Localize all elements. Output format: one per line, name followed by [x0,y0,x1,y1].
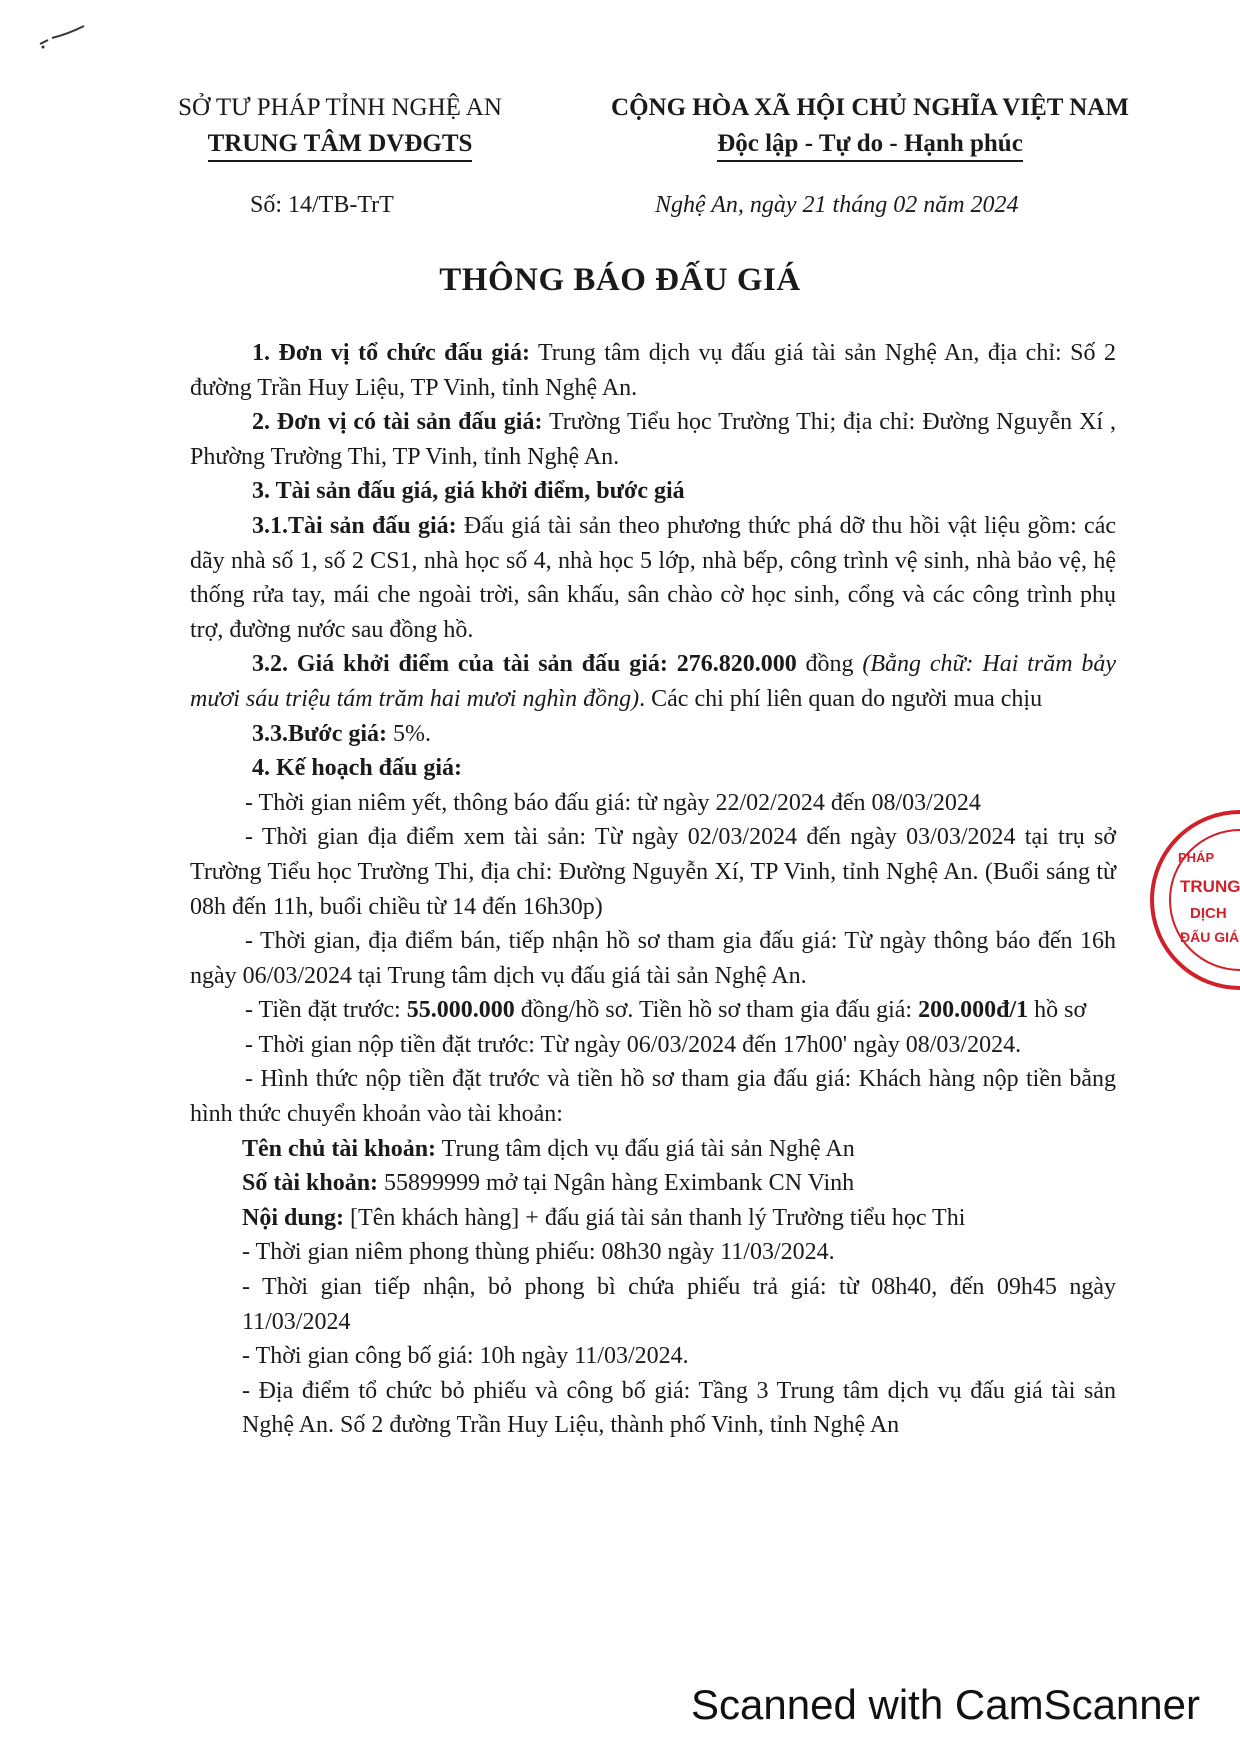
account-name: Trung tâm dịch vụ đấu giá tài sản Nghệ An [436,1135,855,1162]
pen-mark [38,22,98,52]
reference-number: Số: 14/TB-TrT [250,192,394,218]
dossier-suffix: hồ sơ [1028,997,1087,1024]
account-number-line [190,1166,1116,1201]
section-1-label: 1. Đơn vị tổ chức đấu giá: [252,340,530,366]
account-name-label: Tên chủ tài khoản: [242,1135,437,1162]
plan-item: - Hình thức nộp tiền đặt trước và tiền hồ sơ tham gia đấu giá: Khách hàng nộp tiền bằng hình thức chuyển khoản vào tài khoản: [190,1066,1116,1128]
account-number-label: Số tài khoản: [242,1170,379,1197]
section-3-2-label: 3.2. Giá khởi điểm của tài sản đấu giá: 276.820.000 [252,651,797,678]
section-3-1 [190,509,1116,647]
section-3-label: 3. Tài sản đấu giá, giá khởi điểm, bước giá [252,478,685,505]
account-number: 55899999 mở tại Ngân hàng Eximbank CN Vinh [378,1170,855,1197]
section-3-1-text: Đấu giá tài sản theo phương thức phá dỡ thu hồi vật liệu gồm: các dãy nhà số 1, số 2 CS1, nhà học số 4, nhà học 5 lớp, nhà bếp, công trình vệ sinh, nhà bảo vệ, hệ thống rửa tay, mái che ngoài trời, sân khấu, sân chào cờ học sinh, cổng và các công trình phụ trợ, đường nước sau đồng hồ. [190,512,1117,643]
section-1 [190,336,1116,405]
scanner-watermark: Scanned with CamScanner [691,1681,1200,1728]
dossier-fee: 200.000đ/1 [918,997,1029,1024]
seal-text-1: PHÁP [1178,850,1215,865]
plan-item: - Thời gian công bố giá: 10h ngày 11/03/2024. [242,1343,689,1370]
national-title: CỘNG HÒA XÃ HỘI CHỦ NGHĨA VIỆT NAM [611,94,1129,121]
place-date: Nghệ An, ngày 21 tháng 02 năm 2024 [655,192,1019,218]
plan-item: - Thời gian niêm phong thùng phiếu: 08h30 ngày 11/03/2024. [242,1239,835,1266]
transfer-content-label: Nội dung: [242,1204,345,1231]
section-3-2-note: . Các chi phí liên quan do người mua chịu [639,685,1043,712]
seal-text-4: ĐẤU GIÁ [1180,929,1240,945]
seal-text-2: TRUNG [1180,877,1240,896]
section-3-1-label: 3.1.Tài sản đấu giá: [252,512,457,539]
plan-item: - Thời gian địa điểm xem tài sản: Từ ngày 02/03/2024 đến ngày 03/03/2024 tại trụ sở Trường Tiểu học Trường Thi, địa chỉ: Đường Nguyễn Xí, TP Vinh, tỉnh Nghệ An. (Buổi sáng từ 08h đến 11h, buổi chiều từ 14 đến 16h30p) [190,824,1116,920]
section-3-2 [190,647,1116,716]
plan-item [190,1270,1116,1339]
official-seal [1140,800,1240,1000]
section-1-text: Trung tâm dịch vụ đấu giá tài sản Nghệ An, địa chỉ: Số 2 đường Trần Huy Liệu, TP Vinh, tỉnh Nghệ An. [190,340,1116,401]
section-2 [190,405,1116,474]
section-2-text: Trường Tiểu học Trường Thi; địa chỉ: Đường Nguyễn Xí , Phường Trường Thi, TP Vinh, tỉnh Nghệ An. [190,409,1116,470]
issuer-parent: SỞ TƯ PHÁP TỈNH NGHỆ AN [178,94,502,121]
transfer-content-line [190,1201,1116,1236]
issuer-name: TRUNG TÂM DVĐGTS [208,128,473,162]
national-header [560,90,1180,162]
transfer-content: [Tên khách hàng] + đấu giá tài sản thanh lý Trường tiểu học Thi [344,1204,966,1231]
plan-item: - Địa điểm tổ chức bỏ phiếu và công bố giá: Tầng 3 Trung tâm dịch vụ đấu giá tài sản Nghệ An. Số 2 đường Trần Huy Liệu, thành phố Vinh, tỉnh Nghệ An [242,1377,1116,1439]
section-3 [190,474,1116,509]
section-2-label: 2. Đơn vị có tài sản đấu giá: [252,409,543,436]
deposit-prefix: - Tiền đặt trước: [245,997,407,1024]
plan-item: - Thời gian nộp tiền đặt trước: Từ ngày 06/03/2024 đến 17h00' ngày 08/03/2024. [245,1031,1022,1058]
section-3-2-words: (Bằng chữ: Hai trăm bảy mươi sáu triệu tám trăm hai mươi nghìn đồng) [190,651,1116,712]
section-4 [190,751,1116,786]
section-3-3-text: 5%. [387,720,432,747]
plan-item: - Thời gian niêm yết, thông báo đấu giá: từ ngày 22/02/2024 đến 08/03/2024 [245,789,981,816]
plan-item-text: - Thời gian tiếp nhận, bỏ phong bì chứa phiếu trả giá: từ 08h40, đến 09h45 ngày 11/03/2024 [242,1274,1116,1335]
section-3-3 [190,717,1116,752]
account-name-line [190,1132,1116,1167]
section-3-3-label: 3.3.Bước giá: [252,720,388,747]
seal-text-3: DỊCH [1190,905,1227,922]
section-3-2-text: đồng [796,651,863,678]
plan-item-deposit [190,993,1116,1028]
deposit-amount: 55.000.000 [406,997,515,1024]
issuer-header [150,90,530,162]
section-4-label: 4. Kế hoạch đấu giá: [252,755,463,782]
document-title: THÔNG BÁO ĐẤU GIÁ [439,262,801,298]
national-motto: Độc lập - Tự do - Hạnh phúc [717,128,1023,162]
document-body [190,336,1116,1443]
plan-item: - Thời gian, địa điểm bán, tiếp nhận hồ sơ tham gia đấu giá: Từ ngày thông báo đến 16h ngày 06/03/2024 tại Trung tâm dịch vụ đấu giá tài sản Nghệ An. [190,928,1116,989]
deposit-middle: đồng/hồ sơ. Tiền hồ sơ tham gia đấu giá: [514,997,919,1024]
